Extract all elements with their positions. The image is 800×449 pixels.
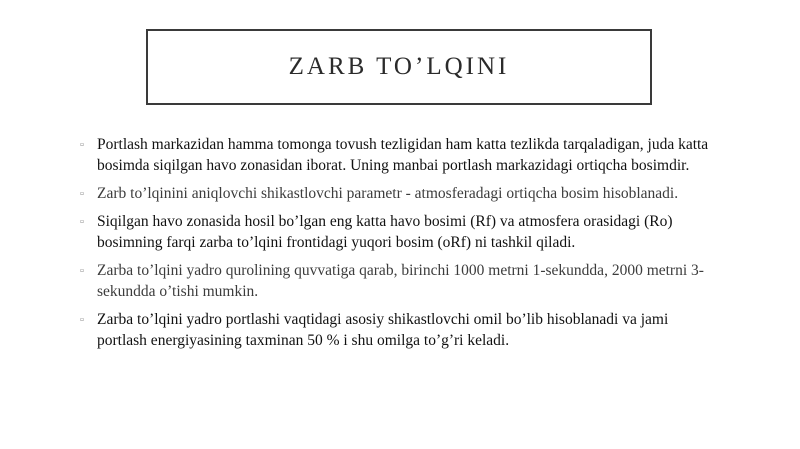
bullet-marker-icon: ▫ — [80, 188, 84, 200]
bullet-item — [80, 183, 720, 204]
bullet-list — [80, 134, 720, 358]
bullet-marker-icon: ▫ — [80, 139, 84, 151]
bullet-marker-icon: ▫ — [80, 314, 84, 326]
bullet-marker-icon: ▫ — [80, 216, 84, 228]
slide-title: ZARB TO’LQINI — [288, 53, 510, 80]
bullet-item — [80, 260, 720, 302]
bullet-item — [80, 309, 720, 351]
bullet-text: Siqilgan havo zonasida hosil bo’lgan eng katta havo bosimi (Rf) va atmosfera orasidagi (Ro) bosimning farqi zarba to’lqini frontidagi yuqori bosim (oRf) ni tashkil qiladi. — [97, 213, 673, 251]
bullet-text: Zarba to’lqini yadro qurolining quvvatiga qarab, birinchi 1000 metrni 1-sekundda, 2000 metrni 3-sekundda o’tishi mumkin. — [97, 262, 704, 300]
bullet-text: Zarba to’lqini yadro portlashi vaqtidagi asosiy shikastlovchi omil bo’lib hisoblanadi va jami portlash energiyasining taxminan 50 % i shu omilga to’g’ri keladi. — [97, 311, 669, 349]
title-box — [146, 29, 652, 105]
bullet-marker-icon: ▫ — [80, 265, 84, 277]
bullet-text: Zarb to’lqinini aniqlovchi shikastlovchi parametr - atmosferadagi ortiqcha bosim hisoblanadi. — [97, 185, 679, 202]
bullet-item — [80, 211, 720, 253]
bullet-item — [80, 134, 720, 176]
bullet-text: Portlash markazidan hamma tomonga tovush tezligidan ham katta tezlikda tarqaladigan, juda katta bosimda siqilgan havo zonasidan iborat. Uning manbai portlash markazidagi ortiqcha bosimdir. — [97, 136, 709, 174]
